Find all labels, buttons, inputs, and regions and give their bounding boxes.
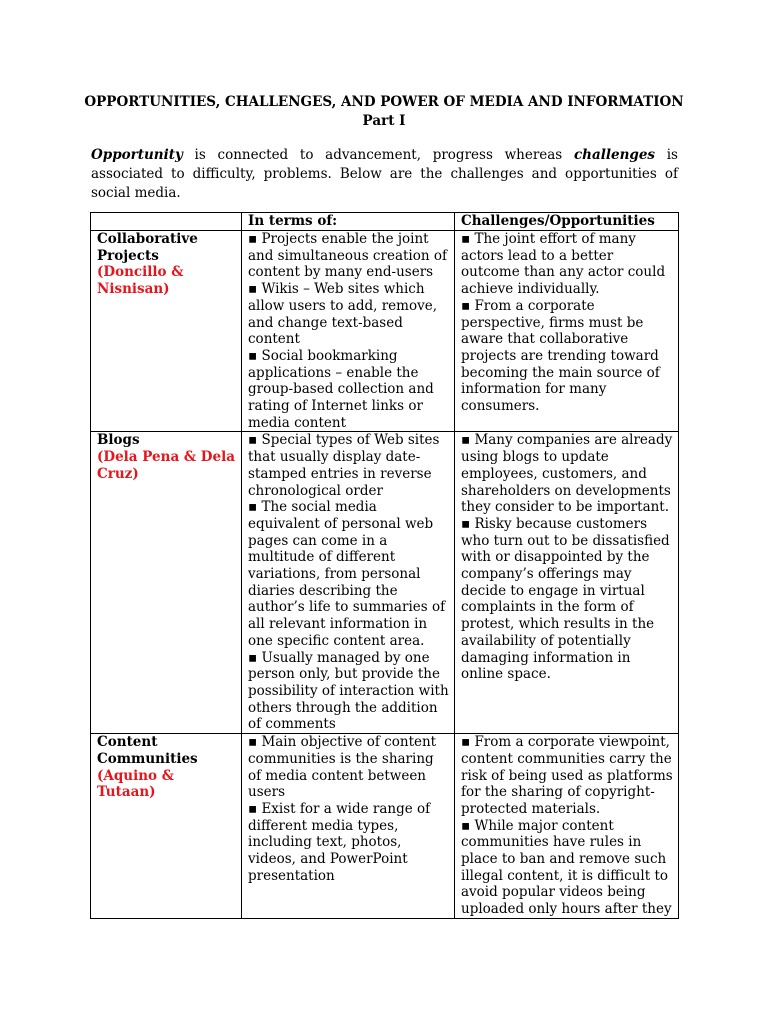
challenges-cell bbox=[455, 231, 679, 432]
category-name: Content Communities bbox=[97, 734, 198, 767]
challenges-bullet: ▪ Risky because customers who turn out to be dissatisfied with or disappointed by the company’s offerings may decide to engage in virtual complaints in the form of protest, which results in the availability of potentially damaging information in online space. bbox=[461, 515, 670, 683]
table-row bbox=[91, 231, 679, 432]
category-cell bbox=[91, 432, 242, 734]
header-cell-empty bbox=[91, 213, 242, 231]
challenges-cell bbox=[455, 432, 679, 734]
intro-opportunity-term: Opportunity bbox=[91, 147, 183, 163]
terms-bullet: ▪ The social media equivalent of personal web pages can come in a multitude of different variations, from personal diaries describing the author’s life to summaries of all relevant information in one specific content area. bbox=[248, 499, 446, 649]
header-cell-challenges: Challenges/Opportunities bbox=[455, 213, 679, 231]
terms-bullet: ▪ Exist for a wide range of different media types, including text, photos, videos, and PowerPoint presentation bbox=[248, 800, 431, 884]
challenges-bullet: ▪ From a corporate viewpoint, content communities carry the risk of being used as platforms for the sharing of copyright-protected materials. bbox=[461, 734, 673, 817]
table-row bbox=[91, 734, 679, 919]
category-authors: (Doncillo & Nisnisan) bbox=[97, 264, 184, 298]
title-text: OPPORTUNITIES, CHALLENGES, AND POWER OF MEDIA AND INFORMATION bbox=[84, 94, 684, 110]
terms-cell bbox=[242, 432, 455, 734]
challenges-bullet: ▪ Many companies are already using blogs to update employees, customers, and shareholders on developments they consider to be important. bbox=[461, 432, 673, 516]
category-name: Collaborative Projects bbox=[97, 231, 198, 264]
intro-challenges-term: challenges bbox=[573, 147, 656, 163]
challenges-bullet: ▪ From a corporate perspective, firms must be aware that collaborative projects are trending toward becoming the main source of information for many consumers. bbox=[461, 297, 660, 415]
category-cell bbox=[91, 734, 242, 919]
intro-paragraph bbox=[91, 146, 678, 203]
header-cell-terms: In terms of: bbox=[242, 213, 455, 231]
category-cell bbox=[91, 231, 242, 432]
terms-cell bbox=[242, 734, 455, 919]
challenges-bullet: ▪ While major content communities have rules in place to ban and remove such illegal content, it is difficult to avoid popular videos being uploaded only hours after they bbox=[461, 817, 672, 918]
category-name: Blogs bbox=[97, 432, 140, 449]
table-row bbox=[91, 432, 679, 734]
terms-bullet: ▪ Wikis – Web sites which allow users to add, remove, and change text-based content bbox=[248, 281, 437, 348]
intro-text-2: is associated to difficulty, problems. Below are the challenges and opportunities of social media. bbox=[91, 147, 678, 201]
challenges-bullet: ▪ The joint effort of many actors lead to a better outcome than any actor could achieve individually. bbox=[461, 231, 666, 298]
table-header-row bbox=[91, 213, 679, 231]
challenges-cell bbox=[455, 734, 679, 919]
terms-bullet: ▪ Main objective of content communities is the sharing of media content between users bbox=[248, 734, 437, 801]
category-authors: (Dela Pena & Dela Cruz) bbox=[97, 449, 235, 482]
part-label: Part I bbox=[362, 113, 406, 129]
terms-bullet: ▪ Projects enable the joint and simultaneous creation of content by many end-users bbox=[248, 231, 447, 281]
category-authors: (Aquino & Tutaan) bbox=[97, 767, 174, 801]
terms-bullet: ▪ Usually managed by one person only, but provide the possibility of interaction with others through the addition of comments bbox=[248, 649, 449, 733]
terms-bullet: ▪ Special types of Web sites that usually display date-stamped entries in reverse chronological order bbox=[248, 432, 440, 499]
social-media-table bbox=[90, 212, 679, 919]
intro-text-1: is connected to advancement, progress whereas bbox=[182, 147, 574, 163]
document-title bbox=[0, 93, 768, 131]
terms-cell bbox=[242, 231, 455, 432]
terms-bullet: ▪ Social bookmarking applications – enable the group-based collection and rating of Internet links or media content bbox=[248, 347, 434, 431]
